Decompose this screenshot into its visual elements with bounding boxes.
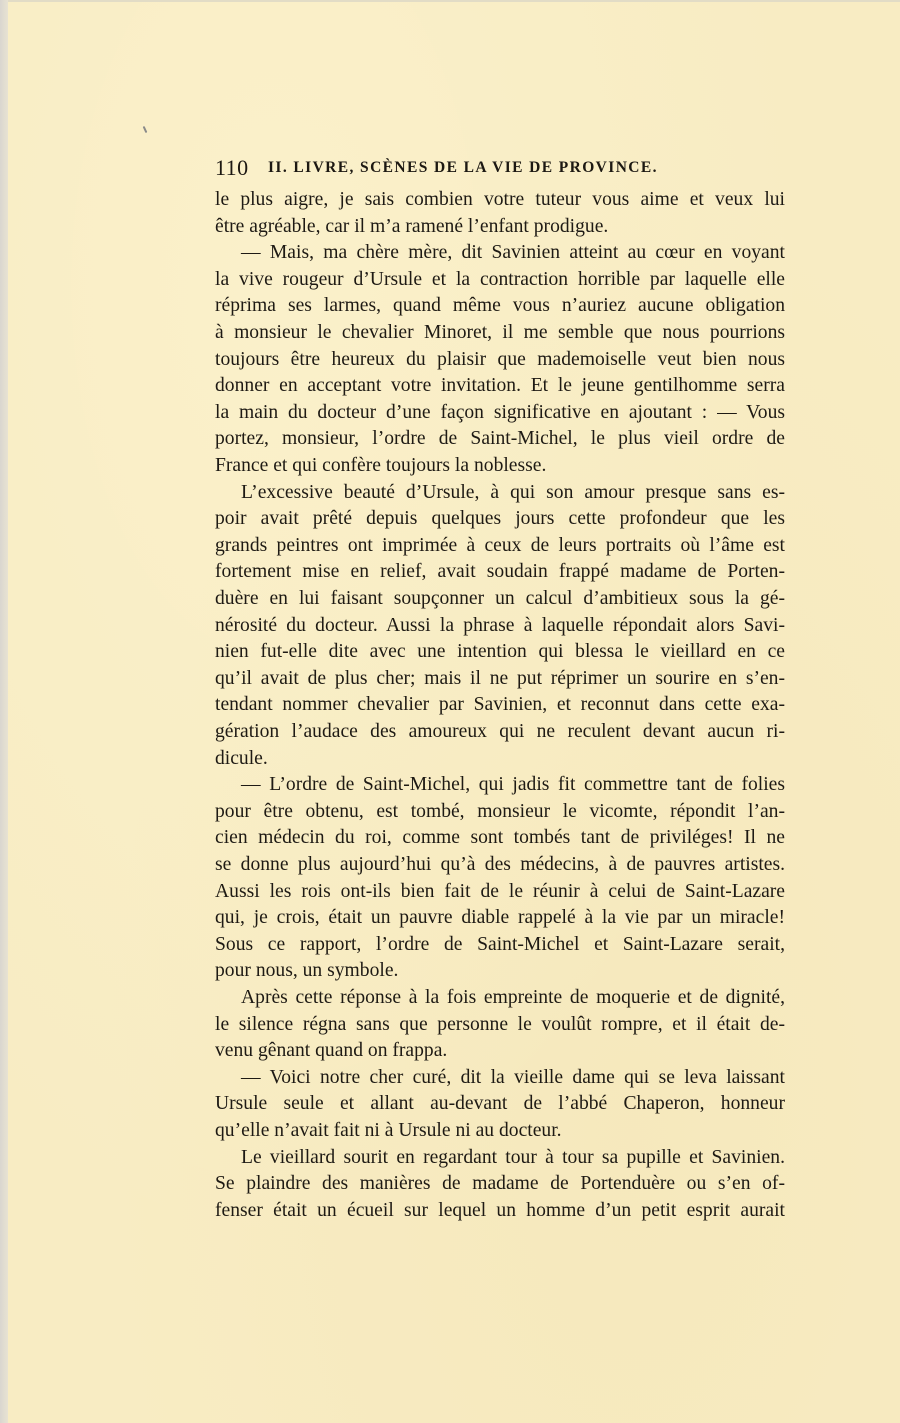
text-line: Le vieillard sourit en regardant tour à tour sa pupille et Savinien. <box>241 1146 785 1168</box>
text-line: Aussi les rois ont-ils bien fait de le réunir à celui de Saint-Lazare <box>215 880 785 902</box>
text-line: nien fut-elle dite avec une intention qui blessa le vieillard en ce <box>215 641 785 663</box>
text-line: qui, je crois, était un pauvre diable rappelé à la vie par un miracle! <box>215 907 785 929</box>
text-line: réprima ses larmes, quand même vous n’auriez aucune obligation <box>215 295 785 317</box>
text-line: pour être obtenu, est tombé, monsieur le vicomte, répondit l’an- <box>215 800 785 822</box>
text-line: fortement mise en relief, avait soudain frappé madame de Porten- <box>215 561 785 583</box>
text-line: poir avait prêté depuis quelques jours cette profondeur que les <box>215 508 785 530</box>
text-line: pour nous, un symbole. <box>215 960 399 982</box>
text-line: L’excessive beauté d’Ursule, à qui son amour presque sans es- <box>241 481 785 503</box>
text-line: qu’il avait de plus cher; mais il ne put réprimer un sourire en s’en- <box>215 667 785 689</box>
text-line: le plus aigre, je sais combien votre tuteur vous aime et veux lui <box>215 189 785 210</box>
text-line: la main du docteur d’une façon significative en ajoutant : — Vous <box>215 401 785 423</box>
text-line: à monsieur le chevalier Minoret, il me semble que nous pourrions <box>215 322 785 343</box>
page-top-edge <box>8 0 900 2</box>
text-line: duère en lui faisant soupçonner un calcul d’ambitieux sous la gé- <box>215 588 785 609</box>
text-line: gération l’audace des amoureux qui ne reculent devant aucun ri- <box>215 721 785 742</box>
text-line: le silence régna sans que personne le voulût rompre, et il était de- <box>215 1013 785 1035</box>
text-line: venu gênant quand on frappa. <box>215 1040 448 1062</box>
text-line: qu’elle n’avait fait ni à Ursule ni au docteur. <box>215 1120 562 1141</box>
page-left-edge <box>0 0 8 1423</box>
text-line: tendant nommer chevalier par Savinien, et reconnut dans cette exa- <box>215 694 785 716</box>
text-line: se donne plus aujourd’hui qu’à des médecins, à de pauvres artistes. <box>215 854 785 875</box>
text-line: cien médecin du roi, comme sont tombés tant de priviléges! Il ne <box>215 827 785 849</box>
text-line: Ursule seule et allant au-devant de l’abbé Chaperon, honneur <box>215 1093 785 1115</box>
text-line: être agréable, car il m’a ramené l’enfant prodigue. <box>215 215 609 237</box>
text-line: la vive rougeur d’Ursule et la contraction horrible par laquelle elle <box>215 268 785 290</box>
text-line: donner en acceptant votre invitation. Et le jeune gentilhomme serra <box>215 375 785 397</box>
text-line: Après cette réponse à la fois empreinte de moquerie et de dignité, <box>241 987 785 1008</box>
text-line: France et qui confère toujours la noblesse. <box>215 455 547 476</box>
text-line: — Mais, ma chère mère, dit Savinien atteint au cœur en voyant <box>241 242 785 264</box>
text-line: fenser était un écueil sur lequel un homme d’un petit esprit aurait <box>215 1199 785 1221</box>
text-line: Sous ce rapport, l’ordre de Saint-Michel et Saint-Lazare serait, <box>215 933 785 955</box>
text-line: — Voici notre cher curé, dit la vieille dame qui se leva laissant <box>241 1066 785 1088</box>
text-line: — L’ordre de Saint-Michel, qui jadis fit commettre tant de folies <box>241 774 785 796</box>
page-header <box>215 155 785 185</box>
text-line: portez, monsieur, l’ordre de Saint-Michel, le plus vieil ordre de <box>215 428 785 450</box>
text-line: dicule. <box>215 747 268 769</box>
page-number: 110 <box>215 155 249 180</box>
text-line: toujours être heureux du plaisir que mademoiselle veut bien nous <box>215 348 785 370</box>
text-line: Se plaindre des manières de madame de Portenduère ou s’en of- <box>215 1173 785 1195</box>
text-line: nérosité du docteur. Aussi la phrase à laquelle répondait alors Savi- <box>215 614 785 636</box>
text-line: grands peintres ont imprimée à ceux de leurs portraits où l’âme est <box>215 534 785 556</box>
running-title: II. LIVRE, SCÈNES DE LA VIE DE PROVINCE. <box>268 159 658 176</box>
